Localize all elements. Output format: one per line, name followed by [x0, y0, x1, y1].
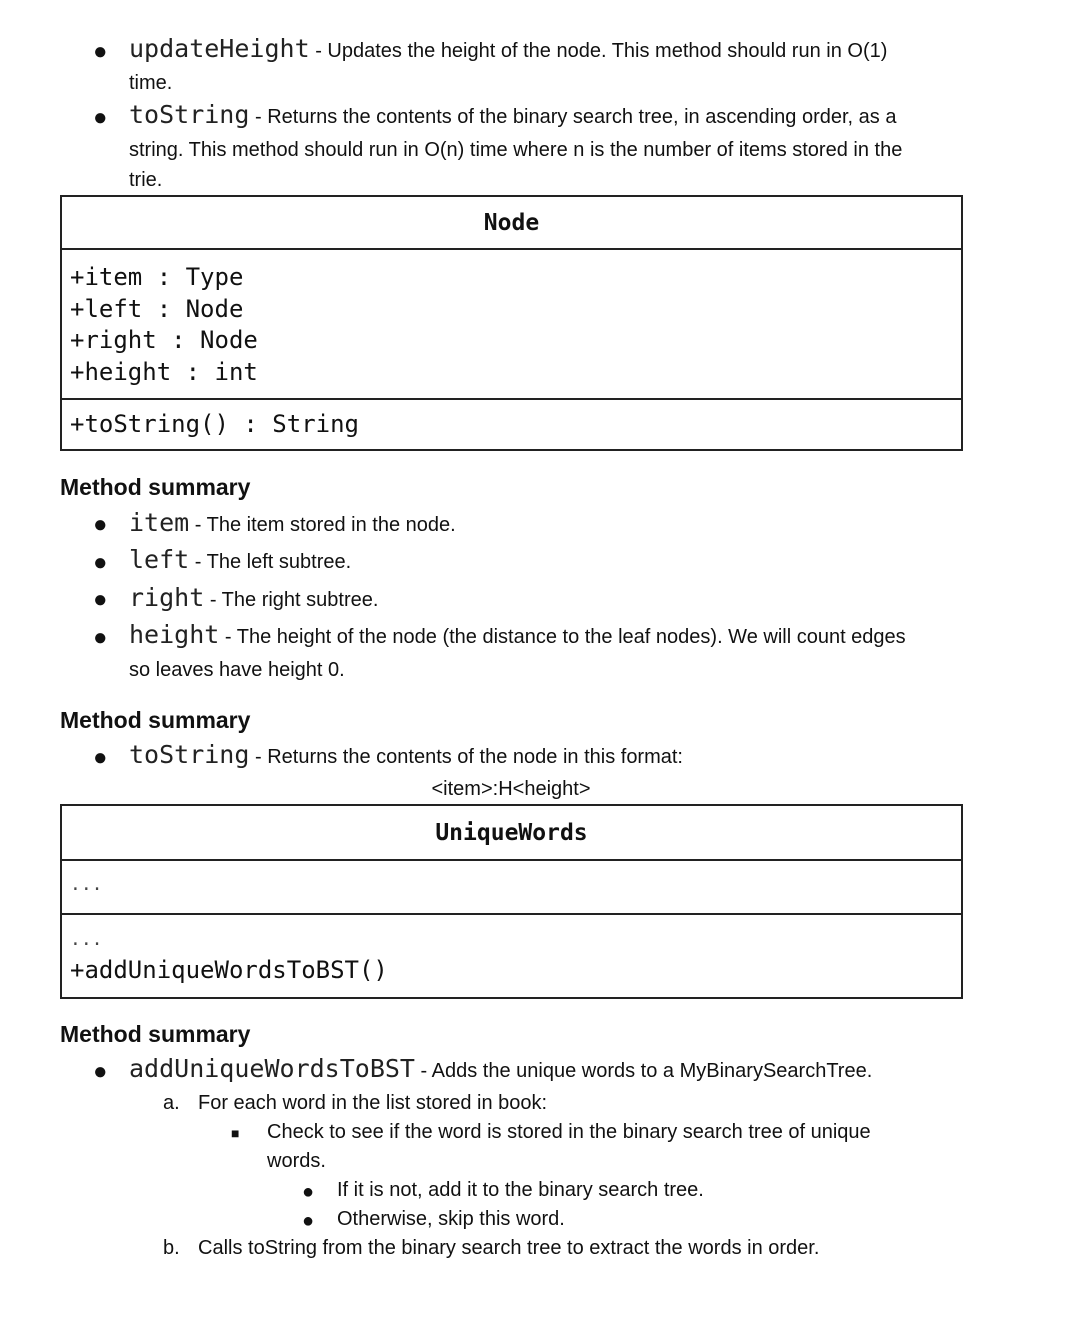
method-name: toString	[129, 100, 250, 129]
uml-method: +addUniqueWordsToBST()	[70, 956, 388, 984]
section-heading: Method summary	[60, 1021, 251, 1047]
sub-sub-step-text: If it is not, add it to the binary search tree.	[337, 1179, 704, 1201]
step-marker: b.	[163, 1237, 180, 1259]
field-name: left	[129, 545, 190, 574]
uml-class-title: Node	[62, 197, 961, 250]
uml-attribute: +item : Type	[70, 263, 244, 291]
continuation-text: trie.	[129, 169, 163, 191]
method-name: toString	[129, 740, 250, 769]
sub-step-text: Check to see if the word is stored in the binary search tree of unique	[267, 1121, 871, 1143]
uml-class-node	[60, 195, 963, 451]
bullet-dot-icon: ●	[93, 744, 108, 771]
continuation-text: so leaves have height 0.	[129, 659, 345, 681]
list-item-right	[129, 583, 378, 612]
method-name: addUniqueWordsToBST	[129, 1054, 415, 1083]
bullet-dot-icon: ●	[93, 104, 108, 131]
list-item-height	[129, 620, 906, 649]
format-string: <item>:H<height>	[431, 778, 591, 800]
continuation-text: string. This method should run in O(n) time where n is the number of items stored in the	[129, 139, 903, 161]
uml-methods	[62, 915, 961, 997]
uml-attribute: +left : Node	[70, 294, 244, 323]
square-bullet-icon: ■	[231, 1125, 240, 1141]
bullet-dot-icon: ●	[93, 624, 108, 651]
step-marker: a.	[163, 1092, 180, 1114]
bullet-dot-icon: ●	[93, 549, 108, 576]
uml-attribute: +height : int	[70, 357, 258, 386]
bullet-dot-icon: ●	[93, 38, 108, 65]
list-item-item	[129, 508, 456, 537]
field-name: right	[129, 583, 205, 612]
field-description: - The item stored in the node.	[194, 514, 456, 536]
uml-attributes	[62, 250, 961, 400]
method-description: - Returns the contents of the node in this format:	[254, 746, 683, 768]
field-description: - The height of the node (the distance to the leaf nodes). We will count edges	[224, 626, 906, 648]
uml-method: +toString() : String	[70, 410, 359, 438]
list-item-add-unique-words	[129, 1054, 872, 1083]
list-item-update-height	[129, 34, 887, 63]
field-description: - The right subtree.	[209, 589, 379, 611]
uml-attributes	[62, 861, 961, 915]
section-heading: Method summary	[60, 707, 251, 733]
continuation-text: time.	[129, 72, 173, 94]
list-item-to-string-node	[129, 740, 683, 769]
sub-step-continuation: words.	[267, 1150, 326, 1172]
bullet-dot-icon: ●	[93, 1058, 108, 1085]
list-item-to-string	[129, 100, 896, 129]
step-text: Calls toString from the binary search tree to extract the words in order.	[198, 1237, 820, 1259]
bullet-dot-icon: ●	[302, 1210, 315, 1232]
section-heading: Method summary	[60, 474, 251, 500]
uml-class-title: UniqueWords	[62, 806, 961, 861]
field-name: item	[129, 508, 190, 537]
uml-attribute: +right : Node	[70, 326, 258, 354]
bullet-dot-icon: ●	[93, 586, 108, 613]
bullet-dot-icon: ●	[302, 1181, 315, 1203]
sub-sub-step-text: Otherwise, skip this word.	[337, 1208, 565, 1230]
bullet-dot-icon: ●	[93, 511, 108, 538]
method-name: updateHeight	[129, 34, 310, 63]
field-description: - The left subtree.	[194, 551, 352, 573]
step-text: For each word in the list stored in book:	[198, 1092, 548, 1114]
method-description: - Updates the height of the node. This method should run in O(1)	[315, 40, 888, 62]
uml-methods	[62, 400, 961, 449]
list-item-left	[129, 545, 351, 574]
field-name: height	[129, 620, 220, 649]
uml-attribute: ...	[70, 874, 103, 895]
uml-method: ...	[70, 929, 103, 950]
uml-class-unique-words	[60, 804, 963, 999]
method-description: - Adds the unique words to a MyBinarySearchTree.	[420, 1060, 873, 1082]
method-description: - Returns the contents of the binary search tree, in ascending order, as a	[254, 106, 897, 128]
